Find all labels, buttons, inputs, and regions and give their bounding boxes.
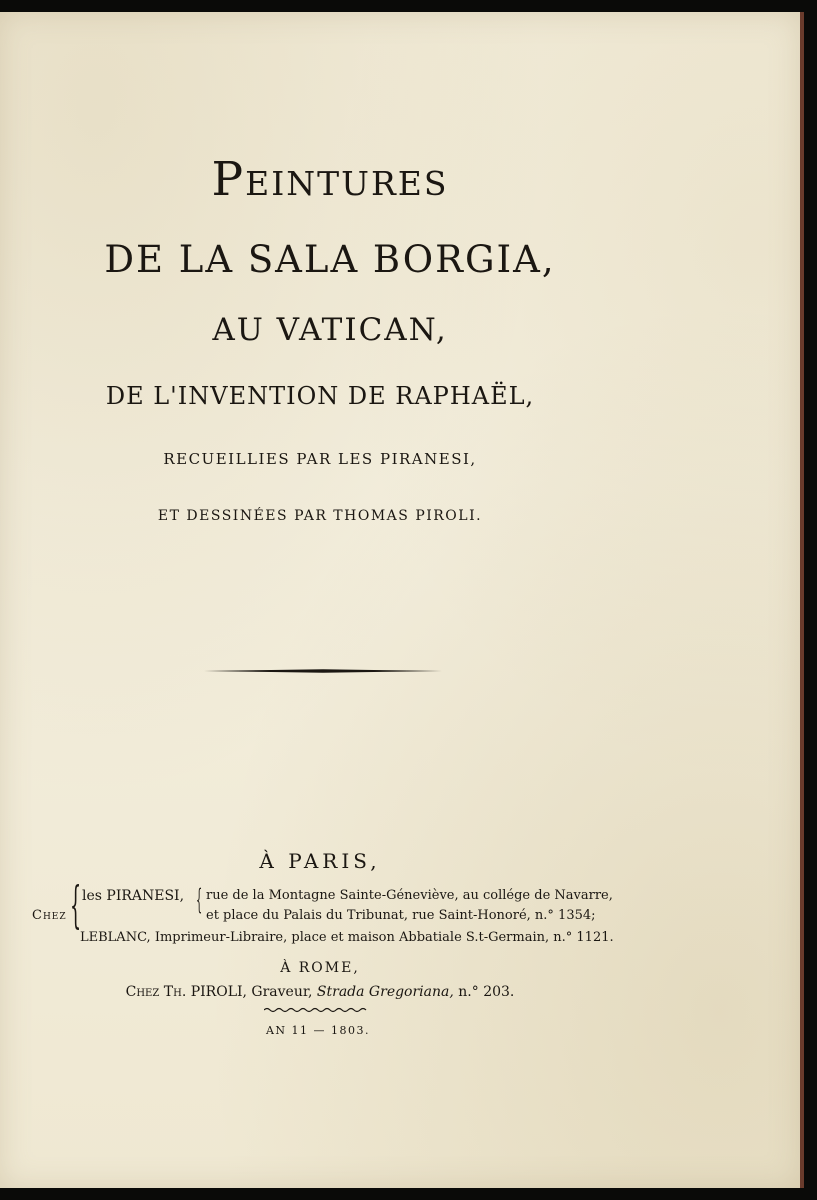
rome-chez: Chez Th. xyxy=(125,984,187,1000)
rome-number: n.° 203. xyxy=(458,984,515,1000)
title-line-piroli: ET DESSINÉES PAR THOMAS PIROLI. xyxy=(157,508,483,524)
piranesi-address-line2: et place du Palais du Tribunat, rue Saint-Honoré, n.° 1354; xyxy=(206,908,596,923)
imprint-year: AN 11 — 1803. xyxy=(265,1024,371,1037)
inner-brace: { xyxy=(196,883,203,916)
rome-role: Graveur, xyxy=(251,984,313,1000)
imprint-city-rome: À ROME, xyxy=(280,960,360,976)
title-page xyxy=(0,12,804,1188)
rome-name: PIROLI, xyxy=(190,984,247,1000)
imprint-publishers xyxy=(32,876,632,954)
title-line-raphael: DE L'INVENTION DE RAPHAËL, xyxy=(105,382,535,410)
chez-label: Chez xyxy=(32,908,67,923)
publisher-leblanc: LEBLANC, Imprimeur-Libraire, place et maison Abbatiale S.t-Germain, n.° 1121. xyxy=(80,930,614,945)
piranesi-address-line1: rue de la Montagne Sainte-Géneviève, au collége de Navarre, xyxy=(206,888,613,903)
title-line-sala-borgia: DE LA SALA BORGIA, xyxy=(104,238,556,281)
printer-rule-divider xyxy=(204,667,442,675)
title-line-piranesi: RECUEILLIES PAR LES PIRANESI, xyxy=(163,450,477,468)
imprint-rome-publisher xyxy=(0,984,720,1000)
rome-street: Strada Gregoriana, xyxy=(316,984,454,1000)
title-line-vatican: AU VATICAN, xyxy=(212,312,448,348)
scan-bottom-edge xyxy=(0,1188,817,1200)
left-brace: { xyxy=(70,876,82,934)
title-line-peintures: Peintures xyxy=(211,152,449,207)
imprint-city-paris: À PARIS, xyxy=(259,849,381,873)
wavy-ornament-rule xyxy=(264,1006,368,1014)
publisher-piranesi: les PIRANESI, xyxy=(82,888,185,904)
